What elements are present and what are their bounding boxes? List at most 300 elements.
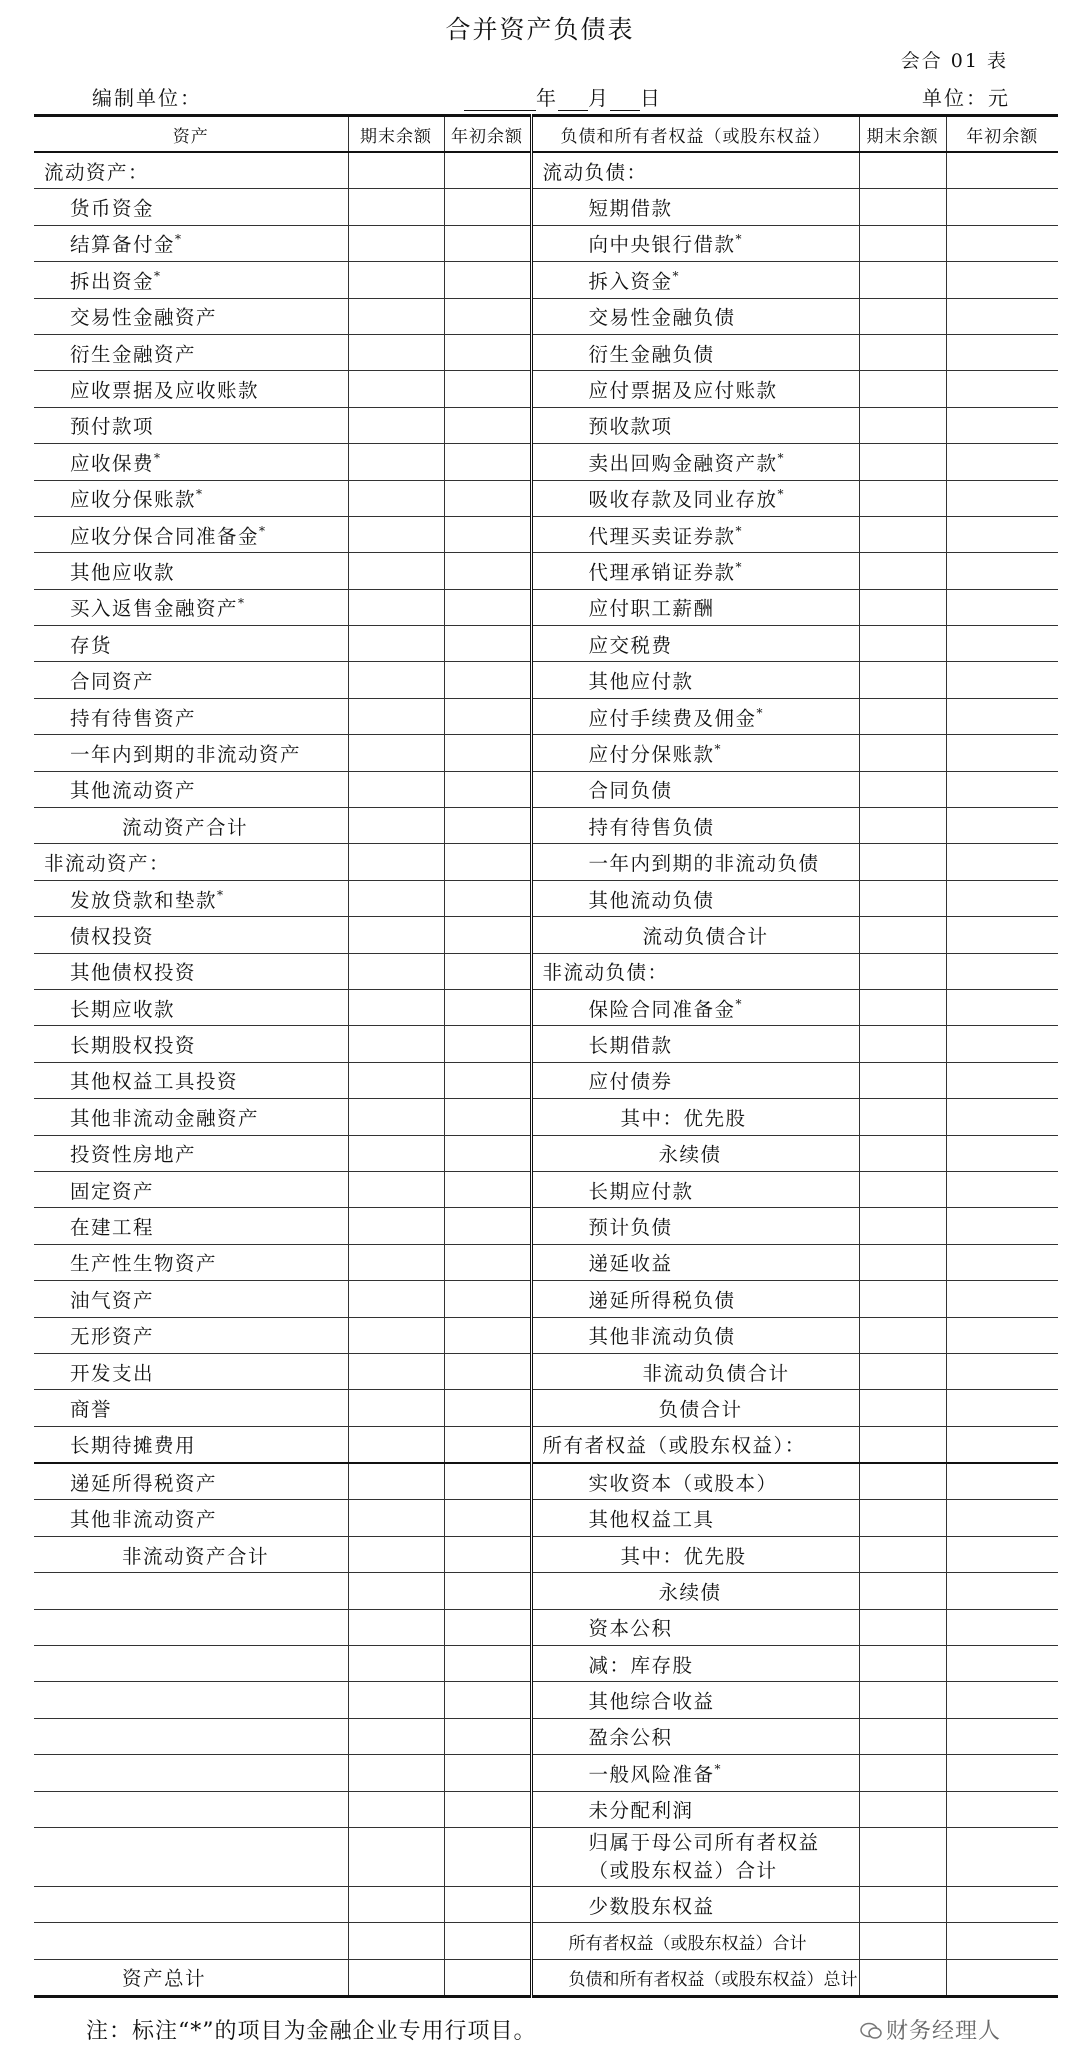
closing-balance-cell[interactable] bbox=[348, 1827, 444, 1886]
opening-balance-cell[interactable] bbox=[946, 1463, 1058, 1500]
opening-balance-cell[interactable] bbox=[444, 407, 531, 443]
table-row bbox=[34, 1923, 1058, 1959]
closing-balance-cell[interactable] bbox=[859, 808, 946, 844]
financial-only-marker: * bbox=[735, 559, 742, 574]
opening-balance-cell[interactable] bbox=[444, 1244, 531, 1280]
opening-balance-cell[interactable] bbox=[444, 1755, 531, 1791]
asset-item bbox=[34, 1959, 348, 1996]
opening-balance-cell[interactable] bbox=[946, 553, 1058, 589]
asset-item bbox=[34, 1500, 348, 1536]
opening-balance-cell[interactable] bbox=[946, 152, 1058, 189]
opening-balance-cell[interactable] bbox=[946, 1718, 1058, 1754]
currency-unit: 单位：元 bbox=[922, 86, 1010, 110]
closing-balance-cell[interactable] bbox=[348, 626, 444, 662]
closing-balance-cell[interactable] bbox=[348, 1390, 444, 1426]
closing-balance-cell[interactable] bbox=[348, 662, 444, 698]
asset-item-label: 长期股权投资 bbox=[70, 1034, 197, 1058]
asset-item-label: 无形资产 bbox=[70, 1325, 155, 1349]
opening-balance-cell[interactable] bbox=[444, 262, 531, 298]
liability-equity-item bbox=[531, 1573, 859, 1609]
opening-balance-cell[interactable] bbox=[946, 1171, 1058, 1207]
year-blank[interactable] bbox=[464, 88, 536, 111]
liability-equity-item bbox=[531, 516, 859, 552]
liability-item-label: 流动负债： bbox=[542, 160, 648, 184]
table-row bbox=[34, 298, 1058, 334]
liability-equity-item bbox=[531, 1609, 859, 1645]
closing-balance-cell[interactable] bbox=[348, 1026, 444, 1062]
opening-balance-cell[interactable] bbox=[946, 1281, 1058, 1317]
opening-balance-cell[interactable] bbox=[444, 662, 531, 698]
report-date bbox=[464, 82, 662, 111]
opening-balance-cell[interactable] bbox=[946, 444, 1058, 480]
asset-item-label: 其他权益工具投资 bbox=[70, 1070, 239, 1094]
asset-item bbox=[34, 480, 348, 516]
closing-balance-cell[interactable] bbox=[859, 1062, 946, 1098]
opening-balance-cell[interactable] bbox=[444, 1718, 531, 1754]
opening-balance-cell[interactable] bbox=[444, 1959, 531, 1996]
opening-balance-cell[interactable] bbox=[444, 698, 531, 734]
opening-balance-cell[interactable] bbox=[946, 1959, 1058, 1996]
opening-balance-cell[interactable] bbox=[946, 880, 1058, 916]
closing-balance-cell[interactable] bbox=[348, 1135, 444, 1171]
opening-balance-cell[interactable] bbox=[946, 1827, 1058, 1886]
liability-item-label: 递延所得税负债 bbox=[588, 1288, 736, 1312]
opening-balance-cell[interactable] bbox=[444, 1353, 531, 1389]
table-row bbox=[34, 1353, 1058, 1389]
closing-balance-cell[interactable] bbox=[859, 480, 946, 516]
closing-balance-cell[interactable] bbox=[859, 1573, 946, 1609]
opening-balance-cell[interactable] bbox=[444, 444, 531, 480]
opening-balance-cell[interactable] bbox=[444, 953, 531, 989]
opening-balance-cell[interactable] bbox=[946, 1244, 1058, 1280]
opening-balance-cell[interactable] bbox=[444, 589, 531, 625]
table-row bbox=[34, 771, 1058, 807]
closing-balance-cell[interactable] bbox=[348, 1682, 444, 1718]
opening-balance-cell[interactable] bbox=[444, 844, 531, 880]
asset-item-label: 非流动资产合计 bbox=[122, 1544, 270, 1568]
closing-balance-cell[interactable] bbox=[859, 771, 946, 807]
opening-balance-cell[interactable] bbox=[444, 1886, 531, 1922]
closing-balance-cell[interactable] bbox=[859, 1208, 946, 1244]
opening-balance-cell[interactable] bbox=[946, 1026, 1058, 1062]
opening-balance-cell[interactable] bbox=[946, 771, 1058, 807]
opening-balance-cell[interactable] bbox=[444, 1536, 531, 1572]
closing-balance-cell[interactable] bbox=[348, 1718, 444, 1754]
closing-balance-cell[interactable] bbox=[859, 1463, 946, 1500]
opening-balance-cell[interactable] bbox=[946, 698, 1058, 734]
closing-balance-cell[interactable] bbox=[859, 626, 946, 662]
asset-item bbox=[34, 1573, 348, 1609]
month-blank[interactable] bbox=[558, 88, 588, 111]
table-row bbox=[34, 844, 1058, 880]
opening-balance-cell[interactable] bbox=[444, 1317, 531, 1353]
opening-balance-cell[interactable] bbox=[946, 1573, 1058, 1609]
opening-balance-cell[interactable] bbox=[946, 298, 1058, 334]
closing-balance-cell[interactable] bbox=[348, 1208, 444, 1244]
liability-equity-item bbox=[531, 1755, 859, 1791]
closing-balance-cell[interactable] bbox=[859, 735, 946, 771]
opening-balance-cell[interactable] bbox=[946, 1426, 1058, 1463]
opening-balance-cell[interactable] bbox=[946, 1646, 1058, 1682]
closing-balance-cell[interactable] bbox=[859, 844, 946, 880]
closing-balance-cell[interactable] bbox=[348, 1886, 444, 1922]
opening-balance-cell[interactable] bbox=[444, 334, 531, 370]
closing-balance-cell[interactable] bbox=[348, 1426, 444, 1463]
closing-balance-cell[interactable] bbox=[348, 1609, 444, 1645]
asset-item-label: 流动资产合计 bbox=[122, 815, 249, 839]
opening-balance-cell[interactable] bbox=[444, 553, 531, 589]
opening-balance-cell[interactable] bbox=[444, 1646, 531, 1682]
table-row bbox=[34, 735, 1058, 771]
opening-balance-cell[interactable] bbox=[946, 1536, 1058, 1572]
opening-balance-cell[interactable] bbox=[946, 1886, 1058, 1922]
closing-balance-cell[interactable] bbox=[859, 1923, 946, 1959]
table-row bbox=[34, 1646, 1058, 1682]
opening-balance-cell[interactable] bbox=[444, 1281, 531, 1317]
asset-item bbox=[34, 735, 348, 771]
table-row bbox=[34, 1026, 1058, 1062]
closing-balance-cell[interactable] bbox=[859, 917, 946, 953]
closing-balance-cell[interactable] bbox=[859, 1390, 946, 1426]
financial-only-marker: * bbox=[735, 232, 742, 247]
opening-balance-cell[interactable] bbox=[444, 917, 531, 953]
watermark-text: 财务经理人 bbox=[886, 2019, 1002, 2044]
opening-balance-cell[interactable] bbox=[444, 1573, 531, 1609]
closing-balance-cell[interactable] bbox=[348, 1062, 444, 1098]
opening-balance-cell[interactable] bbox=[444, 989, 531, 1025]
opening-balance-cell[interactable] bbox=[946, 808, 1058, 844]
opening-balance-cell[interactable] bbox=[444, 1171, 531, 1207]
closing-balance-cell[interactable] bbox=[859, 662, 946, 698]
closing-balance-cell[interactable] bbox=[859, 152, 946, 189]
liability-equity-item bbox=[531, 844, 859, 880]
asset-item-label: 油气资产 bbox=[70, 1288, 155, 1312]
closing-balance-cell[interactable] bbox=[859, 880, 946, 916]
financial-only-marker: * bbox=[735, 996, 742, 1011]
financial-only-marker: * bbox=[756, 705, 763, 720]
closing-balance-cell[interactable] bbox=[348, 189, 444, 225]
closing-balance-cell[interactable] bbox=[859, 1609, 946, 1645]
liability-equity-item bbox=[531, 1353, 859, 1389]
liability-equity-item bbox=[531, 1923, 859, 1959]
liability-equity-item bbox=[531, 1959, 859, 1996]
header-meta bbox=[0, 82, 1080, 112]
opening-balance-cell[interactable] bbox=[444, 1062, 531, 1098]
closing-balance-cell[interactable] bbox=[348, 953, 444, 989]
opening-balance-cell[interactable] bbox=[946, 1755, 1058, 1791]
opening-balance-cell[interactable] bbox=[946, 735, 1058, 771]
closing-balance-cell[interactable] bbox=[348, 1463, 444, 1500]
closing-balance-cell[interactable] bbox=[859, 371, 946, 407]
month-label: 月 bbox=[588, 86, 610, 110]
asset-item-label: 预付款项 bbox=[70, 415, 155, 439]
table-row bbox=[34, 1171, 1058, 1207]
liability-equity-item bbox=[531, 1536, 859, 1572]
closing-balance-cell[interactable] bbox=[859, 334, 946, 370]
prepared-by-label: 编制单位： bbox=[92, 86, 202, 110]
financial-only-marker: * bbox=[154, 450, 161, 465]
opening-balance-cell[interactable] bbox=[946, 1791, 1058, 1827]
opening-balance-cell[interactable] bbox=[444, 225, 531, 261]
asset-item bbox=[34, 771, 348, 807]
opening-balance-cell[interactable] bbox=[946, 989, 1058, 1025]
opening-balance-cell[interactable] bbox=[946, 516, 1058, 552]
opening-balance-cell[interactable] bbox=[946, 662, 1058, 698]
opening-balance-cell[interactable] bbox=[946, 844, 1058, 880]
closing-balance-cell[interactable] bbox=[859, 553, 946, 589]
opening-balance-cell[interactable] bbox=[444, 1827, 531, 1886]
closing-balance-cell[interactable] bbox=[348, 917, 444, 953]
opening-balance-cell[interactable] bbox=[444, 1026, 531, 1062]
opening-balance-cell[interactable] bbox=[444, 771, 531, 807]
opening-balance-cell[interactable] bbox=[946, 1609, 1058, 1645]
closing-balance-cell[interactable] bbox=[859, 1646, 946, 1682]
closing-balance-cell[interactable] bbox=[859, 189, 946, 225]
opening-balance-cell[interactable] bbox=[946, 589, 1058, 625]
liability-item-label: 其他应付款 bbox=[588, 670, 694, 694]
asset-item-label: 债权投资 bbox=[70, 924, 155, 948]
liability-equity-item bbox=[531, 1062, 859, 1098]
asset-item bbox=[34, 808, 348, 844]
liability-item-label: 吸收存款及同业存放 bbox=[588, 488, 778, 512]
wechat-icon bbox=[860, 2022, 882, 2040]
opening-balance-cell[interactable] bbox=[946, 1923, 1058, 1959]
liability-item-label: 盈余公积 bbox=[588, 1726, 673, 1750]
liability-item-label: 少数股东权益 bbox=[588, 1894, 715, 1918]
source-watermark bbox=[860, 2014, 1001, 2045]
opening-balance-cell[interactable] bbox=[946, 1353, 1058, 1389]
opening-balance-cell[interactable] bbox=[444, 516, 531, 552]
closing-balance-cell[interactable] bbox=[348, 1171, 444, 1207]
opening-balance-cell[interactable] bbox=[444, 298, 531, 334]
opening-balance-cell[interactable] bbox=[444, 1099, 531, 1135]
opening-balance-cell[interactable] bbox=[946, 189, 1058, 225]
closing-balance-cell[interactable] bbox=[859, 444, 946, 480]
closing-balance-cell[interactable] bbox=[348, 771, 444, 807]
closing-balance-cell[interactable] bbox=[348, 989, 444, 1025]
closing-balance-cell[interactable] bbox=[348, 407, 444, 443]
closing-balance-cell[interactable] bbox=[859, 1886, 946, 1922]
closing-balance-cell[interactable] bbox=[348, 152, 444, 189]
closing-balance-cell[interactable] bbox=[348, 1959, 444, 1996]
table-row bbox=[34, 553, 1058, 589]
closing-balance-cell[interactable] bbox=[348, 516, 444, 552]
closing-balance-cell[interactable] bbox=[859, 225, 946, 261]
liability-equity-item bbox=[531, 480, 859, 516]
opening-balance-cell[interactable] bbox=[946, 917, 1058, 953]
table-row bbox=[34, 698, 1058, 734]
closing-balance-cell[interactable] bbox=[859, 698, 946, 734]
closing-balance-cell[interactable] bbox=[348, 1536, 444, 1572]
opening-balance-cell[interactable] bbox=[946, 1062, 1058, 1098]
opening-balance-cell[interactable] bbox=[444, 1426, 531, 1463]
closing-balance-cell[interactable] bbox=[348, 808, 444, 844]
closing-balance-cell[interactable] bbox=[859, 1099, 946, 1135]
closing-balance-cell[interactable] bbox=[859, 1682, 946, 1718]
day-blank[interactable] bbox=[610, 88, 640, 111]
liability-item-label: 非流动负债合计 bbox=[642, 1361, 790, 1385]
opening-balance-cell[interactable] bbox=[946, 262, 1058, 298]
opening-balance-cell[interactable] bbox=[444, 735, 531, 771]
liability-item-label: 其他非流动负债 bbox=[588, 1325, 736, 1349]
financial-only-marker: * bbox=[672, 268, 679, 283]
closing-balance-cell[interactable] bbox=[348, 553, 444, 589]
asset-item bbox=[34, 1646, 348, 1682]
opening-balance-cell[interactable] bbox=[444, 1791, 531, 1827]
opening-balance-cell[interactable] bbox=[444, 880, 531, 916]
closing-balance-cell[interactable] bbox=[348, 698, 444, 734]
closing-balance-cell[interactable] bbox=[859, 1718, 946, 1754]
closing-balance-cell[interactable] bbox=[859, 1755, 946, 1791]
year-label: 年 bbox=[536, 86, 558, 110]
opening-balance-cell[interactable] bbox=[444, 1135, 531, 1171]
opening-balance-cell[interactable] bbox=[946, 626, 1058, 662]
closing-balance-cell[interactable] bbox=[348, 1573, 444, 1609]
table-row bbox=[34, 1317, 1058, 1353]
closing-balance-cell[interactable] bbox=[859, 516, 946, 552]
asset-item bbox=[34, 189, 348, 225]
opening-balance-cell[interactable] bbox=[946, 371, 1058, 407]
closing-balance-cell[interactable] bbox=[859, 1171, 946, 1207]
asset-item bbox=[34, 1718, 348, 1754]
closing-balance-cell[interactable] bbox=[348, 1244, 444, 1280]
opening-balance-cell[interactable] bbox=[946, 1135, 1058, 1171]
opening-balance-cell[interactable] bbox=[444, 1390, 531, 1426]
closing-balance-cell[interactable] bbox=[859, 1959, 946, 1996]
closing-balance-cell[interactable] bbox=[859, 1317, 946, 1353]
opening-balance-cell[interactable] bbox=[946, 1682, 1058, 1718]
closing-balance-cell[interactable] bbox=[859, 1244, 946, 1280]
closing-balance-cell[interactable] bbox=[348, 480, 444, 516]
closing-balance-cell[interactable] bbox=[348, 371, 444, 407]
opening-balance-cell[interactable] bbox=[946, 480, 1058, 516]
closing-balance-cell[interactable] bbox=[859, 1026, 946, 1062]
table-row bbox=[34, 1959, 1058, 1996]
liability-item-label: 一年内到期的非流动负债 bbox=[588, 852, 820, 876]
closing-balance-cell[interactable] bbox=[859, 298, 946, 334]
opening-balance-cell[interactable] bbox=[444, 152, 531, 189]
closing-balance-cell[interactable] bbox=[348, 1353, 444, 1389]
opening-balance-cell[interactable] bbox=[946, 1390, 1058, 1426]
closing-balance-cell[interactable] bbox=[348, 880, 444, 916]
closing-balance-cell[interactable] bbox=[348, 1646, 444, 1682]
opening-balance-cell[interactable] bbox=[444, 808, 531, 844]
liability-item-label: 卖出回购金融资产款 bbox=[588, 451, 778, 475]
liability-item-label: 预收款项 bbox=[588, 415, 673, 439]
closing-balance-cell[interactable] bbox=[859, 989, 946, 1025]
opening-balance-cell[interactable] bbox=[946, 334, 1058, 370]
form-number: 会合 01 表 bbox=[900, 50, 1008, 72]
liability-item-label: 负债和所有者权益（或股东权益）总计 bbox=[568, 1969, 858, 1990]
closing-balance-cell[interactable] bbox=[859, 1536, 946, 1572]
opening-balance-cell[interactable] bbox=[946, 1500, 1058, 1536]
closing-balance-cell[interactable] bbox=[348, 844, 444, 880]
closing-balance-cell[interactable] bbox=[348, 444, 444, 480]
asset-item-label: 非流动资产： bbox=[44, 852, 171, 876]
table-row bbox=[34, 1500, 1058, 1536]
liability-item-label: 应交税费 bbox=[588, 633, 673, 657]
closing-balance-cell[interactable] bbox=[348, 1281, 444, 1317]
opening-balance-cell[interactable] bbox=[444, 1609, 531, 1645]
asset-item-label: 持有待售资产 bbox=[70, 706, 197, 730]
opening-balance-cell[interactable] bbox=[444, 371, 531, 407]
closing-balance-cell[interactable] bbox=[348, 1791, 444, 1827]
opening-balance-cell[interactable] bbox=[946, 1208, 1058, 1244]
closing-balance-cell[interactable] bbox=[859, 1500, 946, 1536]
asset-item-label: 应收分保账款 bbox=[70, 488, 197, 512]
closing-balance-cell[interactable] bbox=[859, 589, 946, 625]
opening-balance-cell[interactable] bbox=[444, 1208, 531, 1244]
closing-balance-cell[interactable] bbox=[348, 735, 444, 771]
opening-balance-cell[interactable] bbox=[444, 626, 531, 662]
asset-item bbox=[34, 298, 348, 334]
closing-balance-cell[interactable] bbox=[348, 589, 444, 625]
closing-balance-cell[interactable] bbox=[348, 1755, 444, 1791]
table-row bbox=[34, 1827, 1058, 1886]
liability-item-label: 其他综合收益 bbox=[588, 1690, 715, 1714]
asset-item-label: 长期待摊费用 bbox=[70, 1434, 197, 1458]
closing-balance-cell[interactable] bbox=[859, 953, 946, 989]
closing-balance-cell[interactable] bbox=[859, 1281, 946, 1317]
closing-balance-cell[interactable] bbox=[859, 1827, 946, 1886]
closing-balance-cell[interactable] bbox=[859, 1426, 946, 1463]
opening-balance-cell[interactable] bbox=[946, 1317, 1058, 1353]
liability-item-label: 应付职工薪酬 bbox=[588, 597, 715, 621]
closing-balance-cell[interactable] bbox=[348, 262, 444, 298]
closing-balance-cell[interactable] bbox=[348, 1317, 444, 1353]
liability-equity-item bbox=[531, 262, 859, 298]
liability-equity-item bbox=[531, 407, 859, 443]
closing-balance-cell[interactable] bbox=[859, 262, 946, 298]
liability-equity-item bbox=[531, 1682, 859, 1718]
table-row bbox=[34, 1390, 1058, 1426]
opening-balance-cell[interactable] bbox=[444, 189, 531, 225]
closing-balance-cell[interactable] bbox=[348, 334, 444, 370]
closing-balance-cell[interactable] bbox=[348, 225, 444, 261]
asset-item-label: 应收保费 bbox=[70, 451, 155, 475]
opening-balance-cell[interactable] bbox=[444, 1682, 531, 1718]
closing-balance-cell[interactable] bbox=[859, 1353, 946, 1389]
asset-item-label: 投资性房地产 bbox=[70, 1143, 197, 1167]
asset-item bbox=[34, 553, 348, 589]
liability-equity-item bbox=[531, 735, 859, 771]
opening-balance-cell[interactable] bbox=[946, 1099, 1058, 1135]
opening-balance-cell[interactable] bbox=[444, 1463, 531, 1500]
opening-balance-cell[interactable] bbox=[946, 953, 1058, 989]
opening-balance-cell[interactable] bbox=[444, 480, 531, 516]
closing-balance-cell[interactable] bbox=[348, 1500, 444, 1536]
liability-item-label: 代理买卖证券款 bbox=[588, 524, 736, 548]
liability-item-label: 长期应付款 bbox=[588, 1179, 694, 1203]
closing-balance-cell[interactable] bbox=[348, 1923, 444, 1959]
col-assets: 资产 bbox=[34, 116, 348, 153]
closing-balance-cell[interactable] bbox=[859, 1135, 946, 1171]
asset-item bbox=[34, 1026, 348, 1062]
financial-only-marker: * bbox=[777, 450, 784, 465]
opening-balance-cell[interactable] bbox=[946, 407, 1058, 443]
closing-balance-cell[interactable] bbox=[859, 1791, 946, 1827]
opening-balance-cell[interactable] bbox=[946, 225, 1058, 261]
liability-equity-item bbox=[531, 1718, 859, 1754]
opening-balance-cell[interactable] bbox=[444, 1923, 531, 1959]
table-row bbox=[34, 1718, 1058, 1754]
closing-balance-cell[interactable] bbox=[348, 298, 444, 334]
asset-item bbox=[34, 371, 348, 407]
opening-balance-cell[interactable] bbox=[444, 1500, 531, 1536]
closing-balance-cell[interactable] bbox=[859, 407, 946, 443]
col-opening-balance-left: 年初余额 bbox=[444, 116, 531, 153]
closing-balance-cell[interactable] bbox=[348, 1099, 444, 1135]
